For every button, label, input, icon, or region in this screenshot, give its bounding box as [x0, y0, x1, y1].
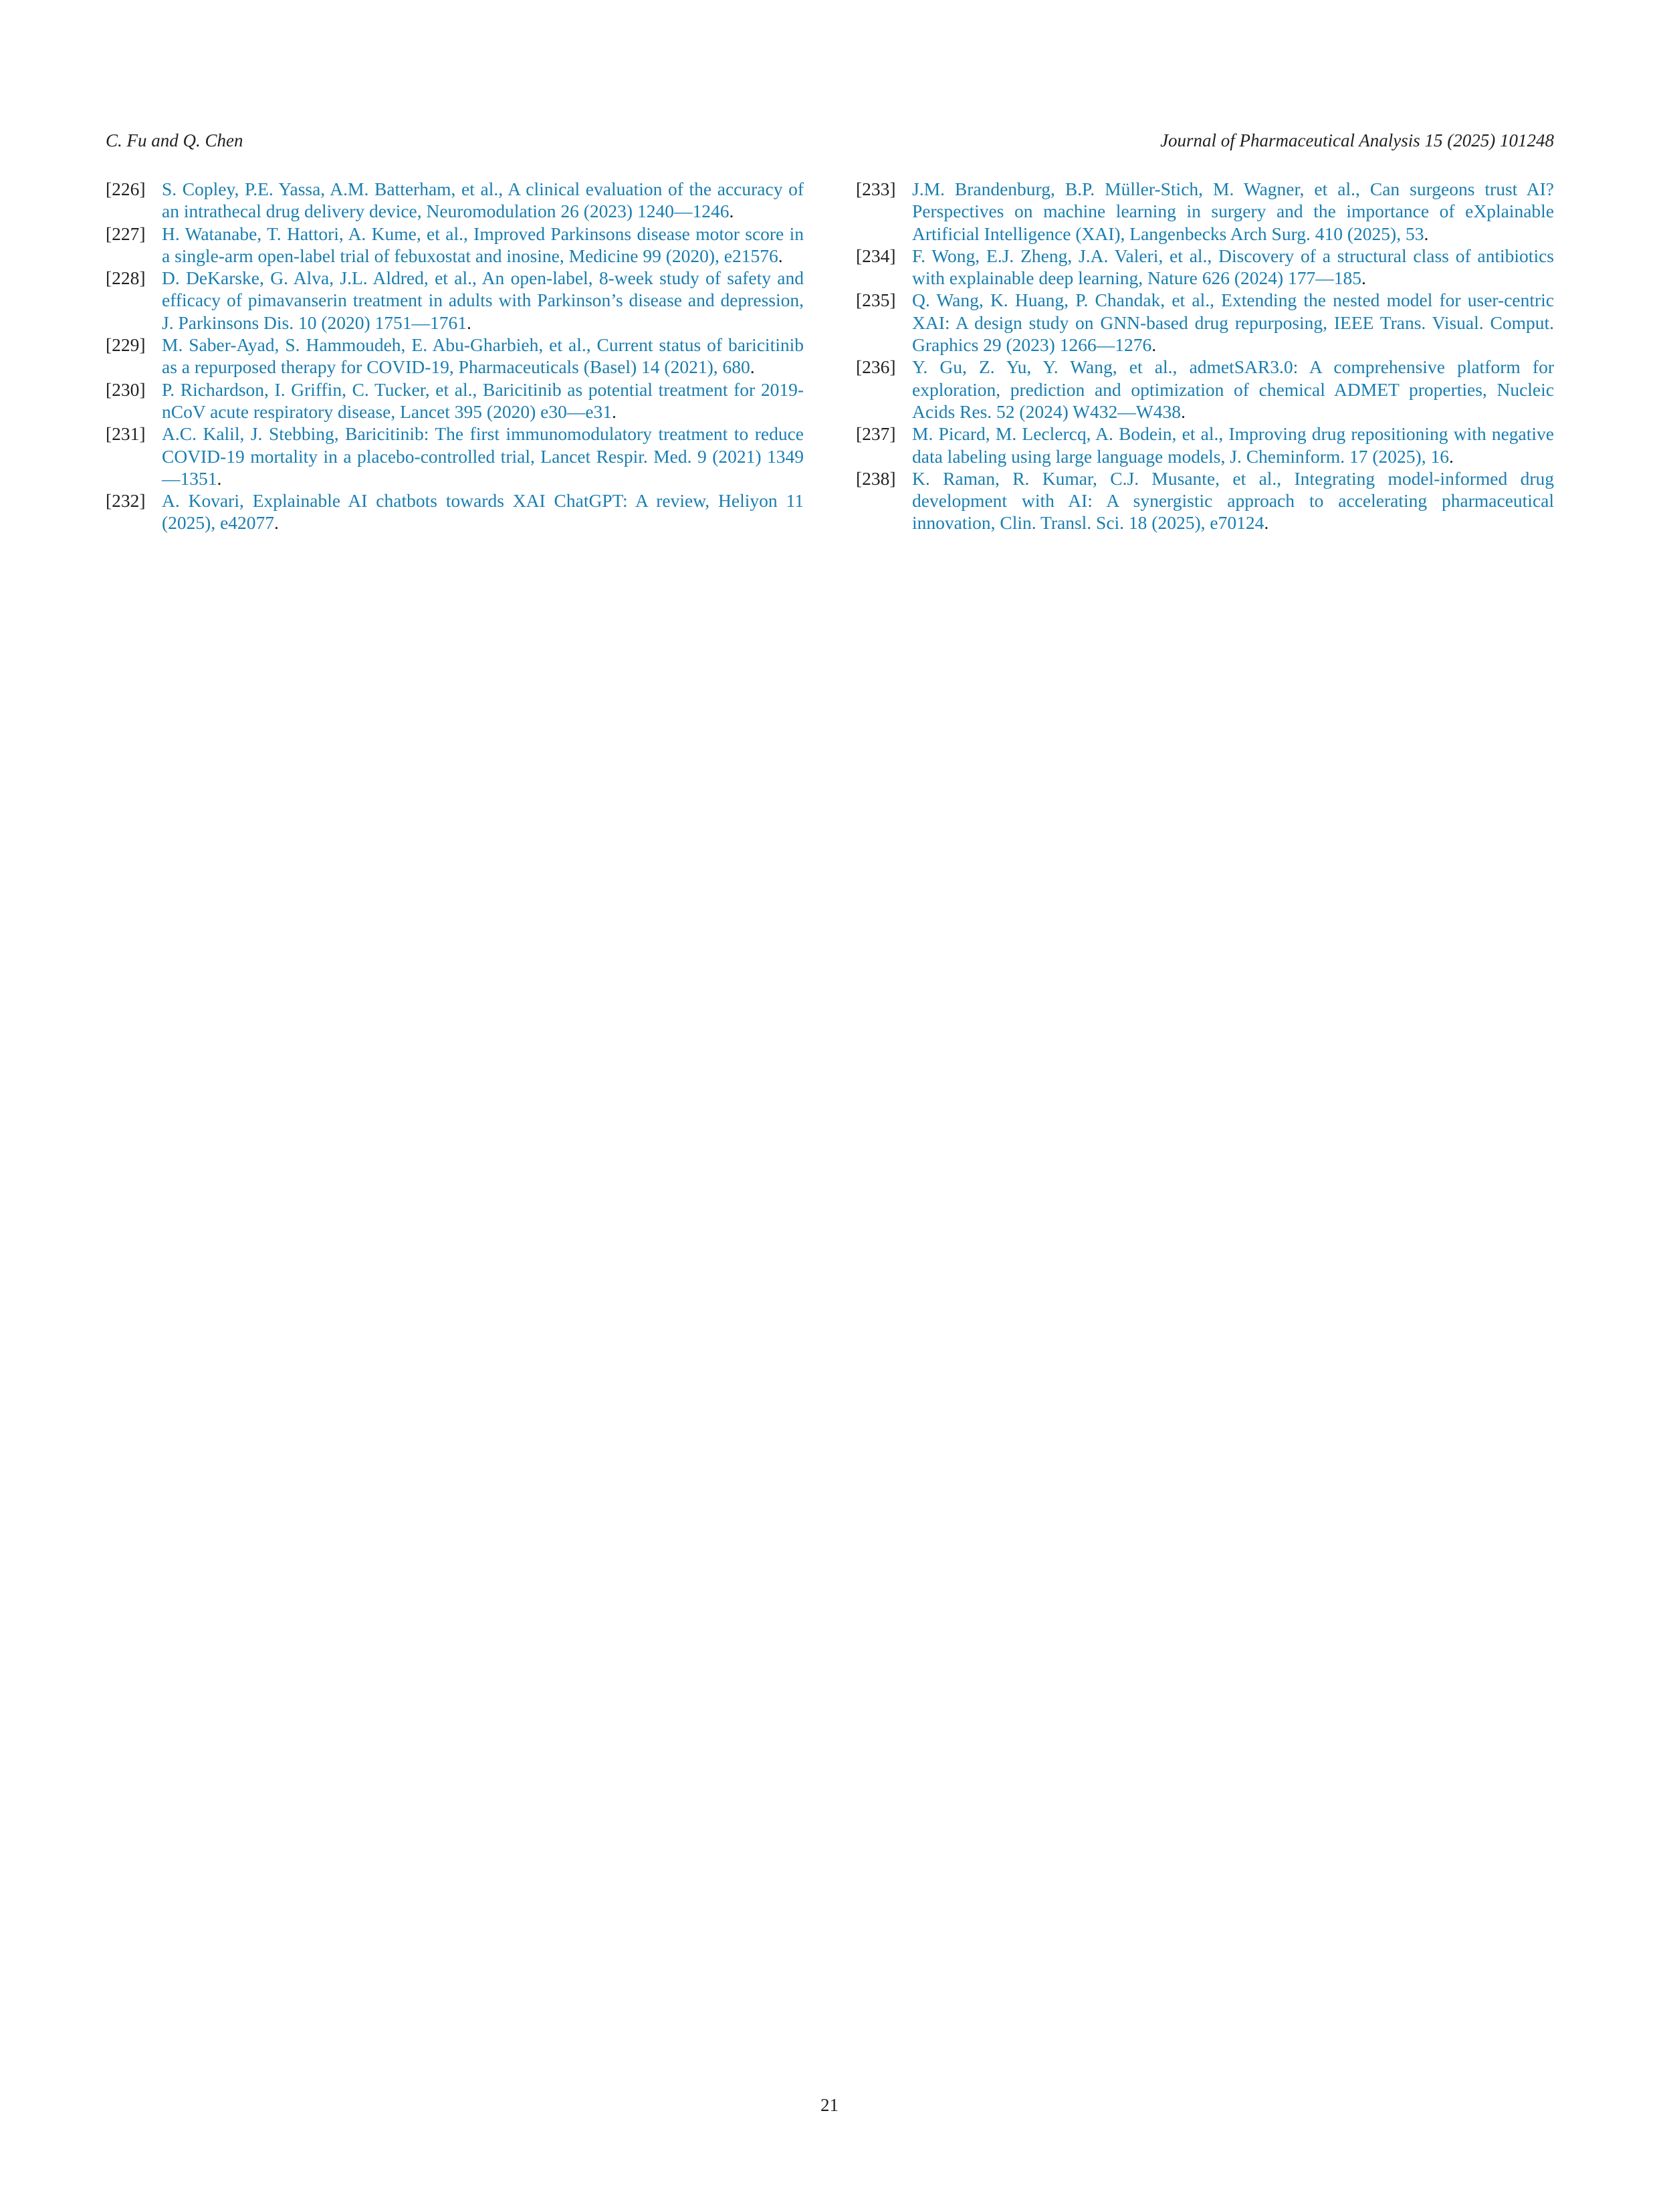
reference-link[interactable]: Y. Gu, Z. Yu, Y. Wang, et al., admetSAR3.0: A comprehensive platform for exploration, prediction and optimization of chemical ADMET properties, Nucleic Acids Res. 52 (2024) W432—W438: [912, 356, 1554, 422]
page-number: 21: [820, 2095, 839, 2115]
reference-link[interactable]: Q. Wang, K. Huang, P. Chandak, et al., Extending the nested model for user-centric XAI: A design study on GNN-based drug repurposing, IEEE Trans. Visual. Comput. Graphics 29 (2023) 1266—1276: [912, 290, 1554, 356]
reference-item: [856, 178, 1554, 245]
reference-item: [106, 334, 804, 378]
reference-end: .: [1424, 223, 1429, 244]
reference-end: .: [1264, 512, 1269, 534]
reference-link[interactable]: K. Raman, R. Kumar, C.J. Musante, et al., Integrating model-informed drug development with AI: A synergistic approach to accelerating pharmaceutical innovation, Clin. Transl. Sci. 18 (2025), e70124: [912, 467, 1554, 534]
reference-link[interactable]: H. Watanabe, T. Hattori, A. Kume, et al., Improved Parkinsons disease motor score in a single-arm open-label trial of febuxostat and inosine, Medicine 99 (2020), e21576: [162, 223, 804, 266]
reference-end: .: [778, 245, 783, 266]
reference-link[interactable]: M. Picard, M. Leclercq, A. Bodein, et al., Improving drug repositioning with negative data labeling using large language models, J. Cheminform. 17 (2025), 16: [912, 423, 1554, 467]
reference-end: .: [1181, 401, 1186, 422]
references-column-left: [106, 178, 804, 534]
reference-number: [238]: [856, 467, 896, 489]
reference-item: [856, 467, 1554, 534]
reference-number: [237]: [856, 423, 896, 445]
reference-number: [231]: [106, 423, 146, 445]
reference-link[interactable]: F. Wong, E.J. Zheng, J.A. Valeri, et al., Discovery of a structural class of antibiotics with explainable deep learning, Nature 626 (2024) 177—185: [912, 245, 1554, 289]
reference-number: [229]: [106, 334, 146, 356]
reference-link[interactable]: D. DeKarske, G. Alva, J.L. Aldred, et al., An open-label, 8-week study of safety and efficacy of pimavanserin treatment in adults with Parkinson’s disease and depression, J. Parkinsons Dis. 10 (2020) 1751—1761: [162, 267, 804, 333]
reference-number: [226]: [106, 179, 146, 199]
reference-item: [856, 423, 1554, 467]
reference-item: [106, 423, 804, 489]
references-column-right: [856, 178, 1554, 534]
reference-item: [856, 245, 1554, 290]
reference-link[interactable]: P. Richardson, I. Griffin, C. Tucker, et al., Baricitinib as potential treatment for 2019-nCoV acute respiratory disease, Lancet 395 (2020) e30—e31: [162, 378, 804, 422]
reference-end: .: [750, 356, 755, 378]
reference-item: [106, 223, 804, 267]
reference-end: .: [729, 201, 734, 222]
reference-number: [236]: [856, 356, 896, 378]
running-head-authors: C. Fu and Q. Chen: [106, 130, 243, 150]
reference-link[interactable]: S. Copley, P.E. Yassa, A.M. Batterham, et al., A clinical evaluation of the accuracy of an intrathecal drug delivery device, Neuromodulation 26 (2023) 1240—1246: [162, 179, 804, 222]
reference-item: [106, 378, 804, 423]
running-head: [106, 127, 1554, 154]
reference-item: [106, 267, 804, 334]
reference-end: .: [274, 512, 279, 534]
reference-number: [233]: [856, 179, 896, 199]
reference-item: [856, 356, 1554, 423]
reference-number: [227]: [106, 223, 146, 244]
reference-link[interactable]: A.C. Kalil, J. Stebbing, Baricitinib: The first immunomodulatory treatment to reduce COVID-19 mortality in a placebo-controlled trial, Lancet Respir. Med. 9 (2021) 1349—1351: [162, 423, 804, 489]
reference-number: [235]: [856, 290, 896, 311]
reference-item: [106, 178, 804, 223]
reference-link[interactable]: A. Kovari, Explainable AI chatbots towards XAI ChatGPT: A review, Heliyon 11 (2025), e42077: [162, 490, 804, 534]
reference-number: [232]: [106, 490, 146, 512]
reference-item: [106, 489, 804, 534]
reference-number: [228]: [106, 267, 146, 289]
reference-number: [234]: [856, 245, 896, 266]
reference-end: .: [612, 401, 617, 422]
reference-end: .: [217, 467, 222, 489]
reference-end: .: [1151, 334, 1157, 356]
running-head-journal: Journal of Pharmaceutical Analysis 15 (2025) 101248: [1160, 130, 1554, 150]
reference-end: .: [1361, 267, 1366, 289]
reference-end: .: [1448, 445, 1454, 467]
reference-end: .: [467, 312, 471, 333]
reference-link[interactable]: J.M. Brandenburg, B.P. Müller-Stich, M. Wagner, et al., Can surgeons trust AI? Perspectives on machine learning in surgery and the importance of eXplainable Artificial Intelligence (XAI), Langenbecks Arch Surg. 410 (2025), 53: [912, 179, 1554, 244]
reference-item: [856, 289, 1554, 356]
reference-link[interactable]: M. Saber-Ayad, S. Hammoudeh, E. Abu-Gharbieh, et al., Current status of baricitinib as a repurposed therapy for COVID-19, Pharmaceuticals (Basel) 14 (2021), 680: [162, 334, 804, 378]
reference-number: [230]: [106, 378, 146, 400]
